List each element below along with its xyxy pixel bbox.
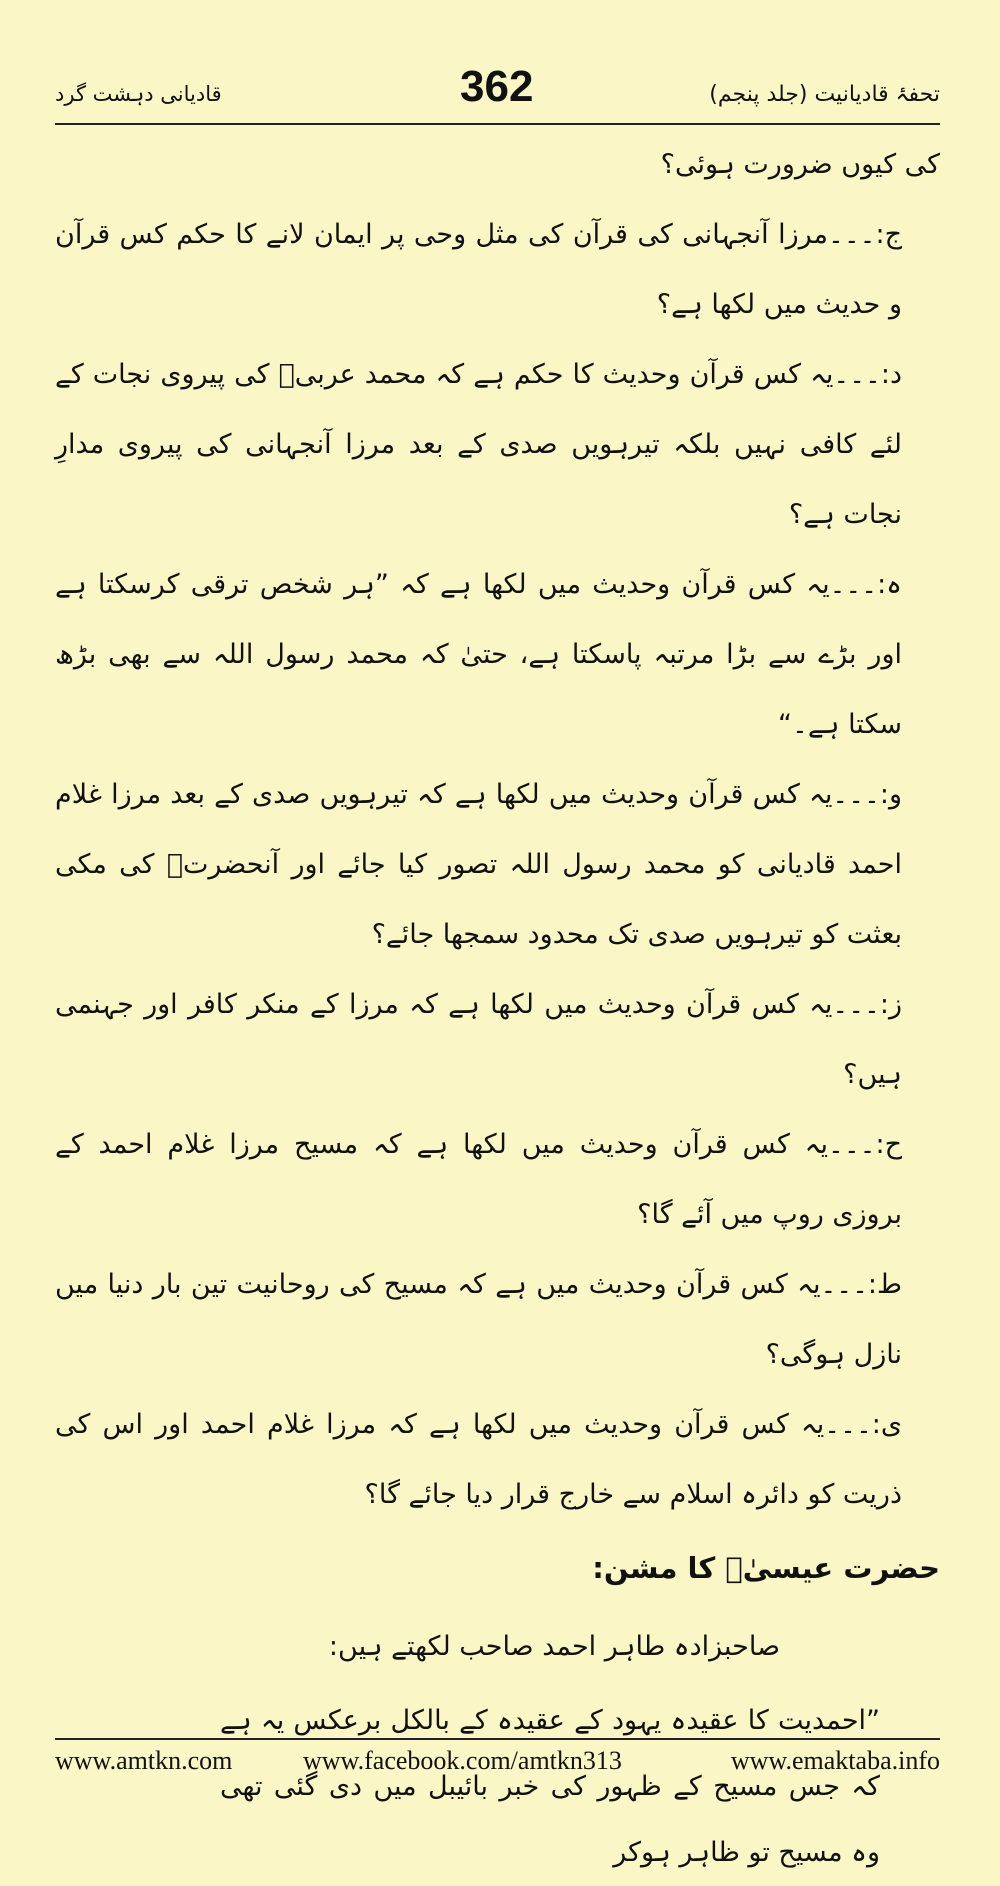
footer-link-emaktaba[interactable]: www.emaktaba.info <box>730 1746 940 1775</box>
section-heading: حضرت عیسیٰؑ کا مشن: <box>592 1551 940 1585</box>
paragraph: ط:۔۔۔یہ کس قرآن وحدیث میں ہے کہ مسیح کی روحانیت تین بار دنیا میں نازل ہوگی؟ <box>55 1269 902 1370</box>
footer-divider <box>55 1738 940 1740</box>
paragraph: کی کیوں ضرورت ہوئی؟ <box>660 149 940 180</box>
paragraph: د:۔۔۔یہ کس قرآن وحدیث کا حکم ہے کہ محمد عربیؐ کی پیروی نجات کے لئے کافی نہیں بلکہ تیرہویں صدی کے بعد مرزا آنجہانی کی پیروی مدارِ نجات ہے؟ <box>55 359 902 530</box>
header-right-title: تحفۂ قادیانیت (جلد پنجم) <box>709 82 940 107</box>
paragraph: ی:۔۔۔یہ کس قرآن وحدیث میں لکھا ہے کہ مرزا غلام احمد اور اس کی ذریت کو دائرہ اسلام سے خارج قرار دیا جائے گا؟ <box>55 1409 902 1510</box>
quote-intro: صاحبزادہ طاہر احمد صاحب لکھتے ہیں: <box>328 1631 780 1662</box>
paragraph: و:۔۔۔یہ کس قرآن وحدیث میں لکھا ہے کہ تیرہویں صدی کے بعد مرزا غلام احمد قادیانی کو محمد رسول اللہ تصور کیا جائے اور آنحضرتؐ کی مکی بعثت کو تیرہویں صدی تک محدود سمجھا جائے؟ <box>55 779 902 950</box>
footer-link-amtkn[interactable]: www.amtkn.com <box>55 1746 233 1775</box>
page-footer <box>55 1746 940 1786</box>
block-quote: ”احمدیت کا عقیدہ یہود کے عقیدہ کے بالکل برعکس یہ ہے کہ جس مسیح کے ظہور کی خبر بائیبل میں دی گئی تھی وہ مسیح تو ظاہر ہوکر <box>220 1705 880 1868</box>
header-divider <box>55 123 940 125</box>
page-header <box>55 60 940 120</box>
paragraph: ہ:۔۔۔یہ کس قرآن وحدیث میں لکھا ہے کہ ”ہر شخص ترقی کرسکتا ہے اور بڑے سے بڑا مرتبہ پاسکتا ہے، حتیٰ کہ محمد رسول اللہ سے بھی بڑھ سکتا ہے۔“ <box>55 569 902 740</box>
header-left-title: قادیانی دہشت گرد <box>55 82 222 106</box>
paragraph: ز:۔۔۔یہ کس قرآن وحدیث میں لکھا ہے کہ مرزا کے منکر کافر اور جہنمی ہیں؟ <box>55 989 902 1090</box>
page-body <box>55 130 940 1886</box>
page-number: 362 <box>460 62 534 111</box>
paragraph: ج:۔۔۔مرزا آنجہانی کی قرآن کی مثل وحی پر ایمان لانے کا حکم کس قرآن و حدیث میں لکھا ہے؟ <box>55 219 902 320</box>
footer-link-facebook[interactable]: www.facebook.com/amtkn313 <box>303 1746 622 1775</box>
paragraph: ح:۔۔۔یہ کس قرآن وحدیث میں لکھا ہے کہ مسیح مرزا غلام احمد کے بروزی روپ میں آئے گا؟ <box>55 1129 902 1230</box>
